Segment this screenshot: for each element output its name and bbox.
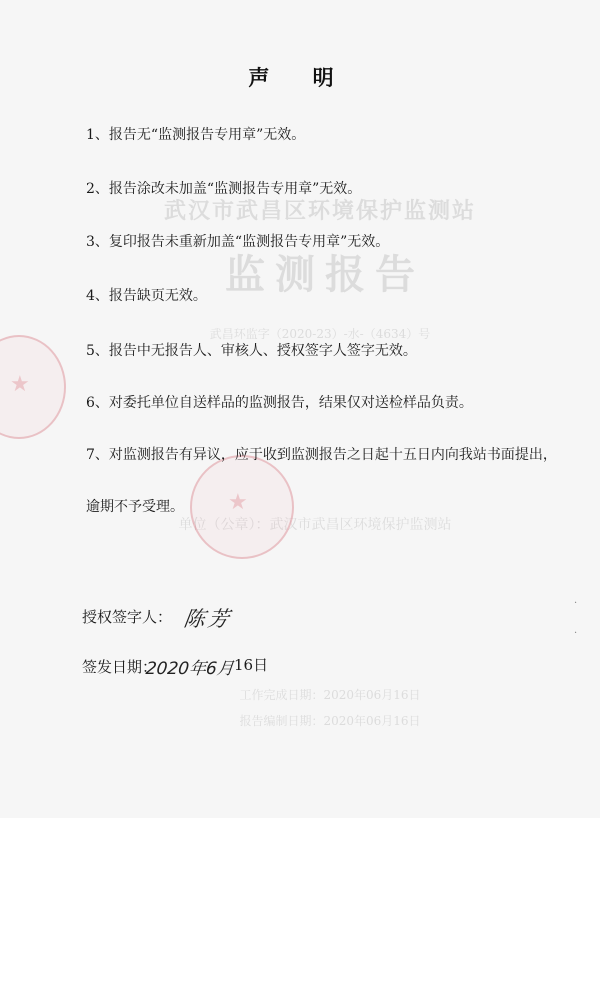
declaration-item-6: 6、对委托单位自送样品的监测报告，结果仅对送检样品负责。 bbox=[86, 395, 473, 411]
stamp-star-icon: ★ bbox=[228, 490, 248, 515]
scan-mark: · bbox=[574, 628, 578, 639]
issue-date-label: 签发日期： bbox=[82, 658, 158, 676]
scan-mark: · bbox=[574, 598, 578, 609]
signatory-label: 授权签字人： bbox=[82, 608, 173, 626]
declaration-item-7-continued: 逾期不予受理。 bbox=[86, 499, 184, 515]
declaration-item-3: 3、复印报告未重新加盖“监测报告专用章”无效。 bbox=[86, 234, 390, 250]
issue-date-day: 16日 bbox=[234, 656, 269, 674]
bleed-through-report-title: 监测报告 bbox=[225, 251, 425, 298]
bleed-through-org: 武汉市武昌区环境保护监测站 bbox=[163, 198, 476, 224]
declaration-item-2: 2、报告涂改未加盖“监测报告专用章”无效。 bbox=[86, 181, 362, 197]
bleed-through-report-number: 武昌环监字（2020-23）-水-（4634）号 bbox=[209, 327, 431, 341]
bleed-through-unit: 单位（公章）：武汉市武昌区环境保护监测站 bbox=[178, 517, 452, 533]
declaration-item-4: 4、报告缺页无效。 bbox=[86, 288, 207, 304]
bleed-through-compile-date: 报告编制日期：2020年06月16日 bbox=[239, 714, 421, 728]
bleed-through-completion-date: 工作完成日期：2020年06月16日 bbox=[239, 688, 421, 702]
declaration-item-7: 7、对监测报告有异议，应于收到监测报告之日起十五日内向我站书面提出， bbox=[86, 447, 557, 463]
page-title: 声 明 bbox=[248, 65, 352, 90]
declaration-item-1: 1、报告无“监测报告专用章”无效。 bbox=[86, 127, 306, 143]
declaration-item-5: 5、报告中无报告人、审核人、授权签字人签字无效。 bbox=[86, 343, 417, 359]
signatory-signature: 陈芳 bbox=[182, 607, 234, 631]
issue-date-handwritten: 2020年6月 bbox=[144, 659, 235, 679]
stamp-star-icon: ★ bbox=[10, 372, 30, 397]
